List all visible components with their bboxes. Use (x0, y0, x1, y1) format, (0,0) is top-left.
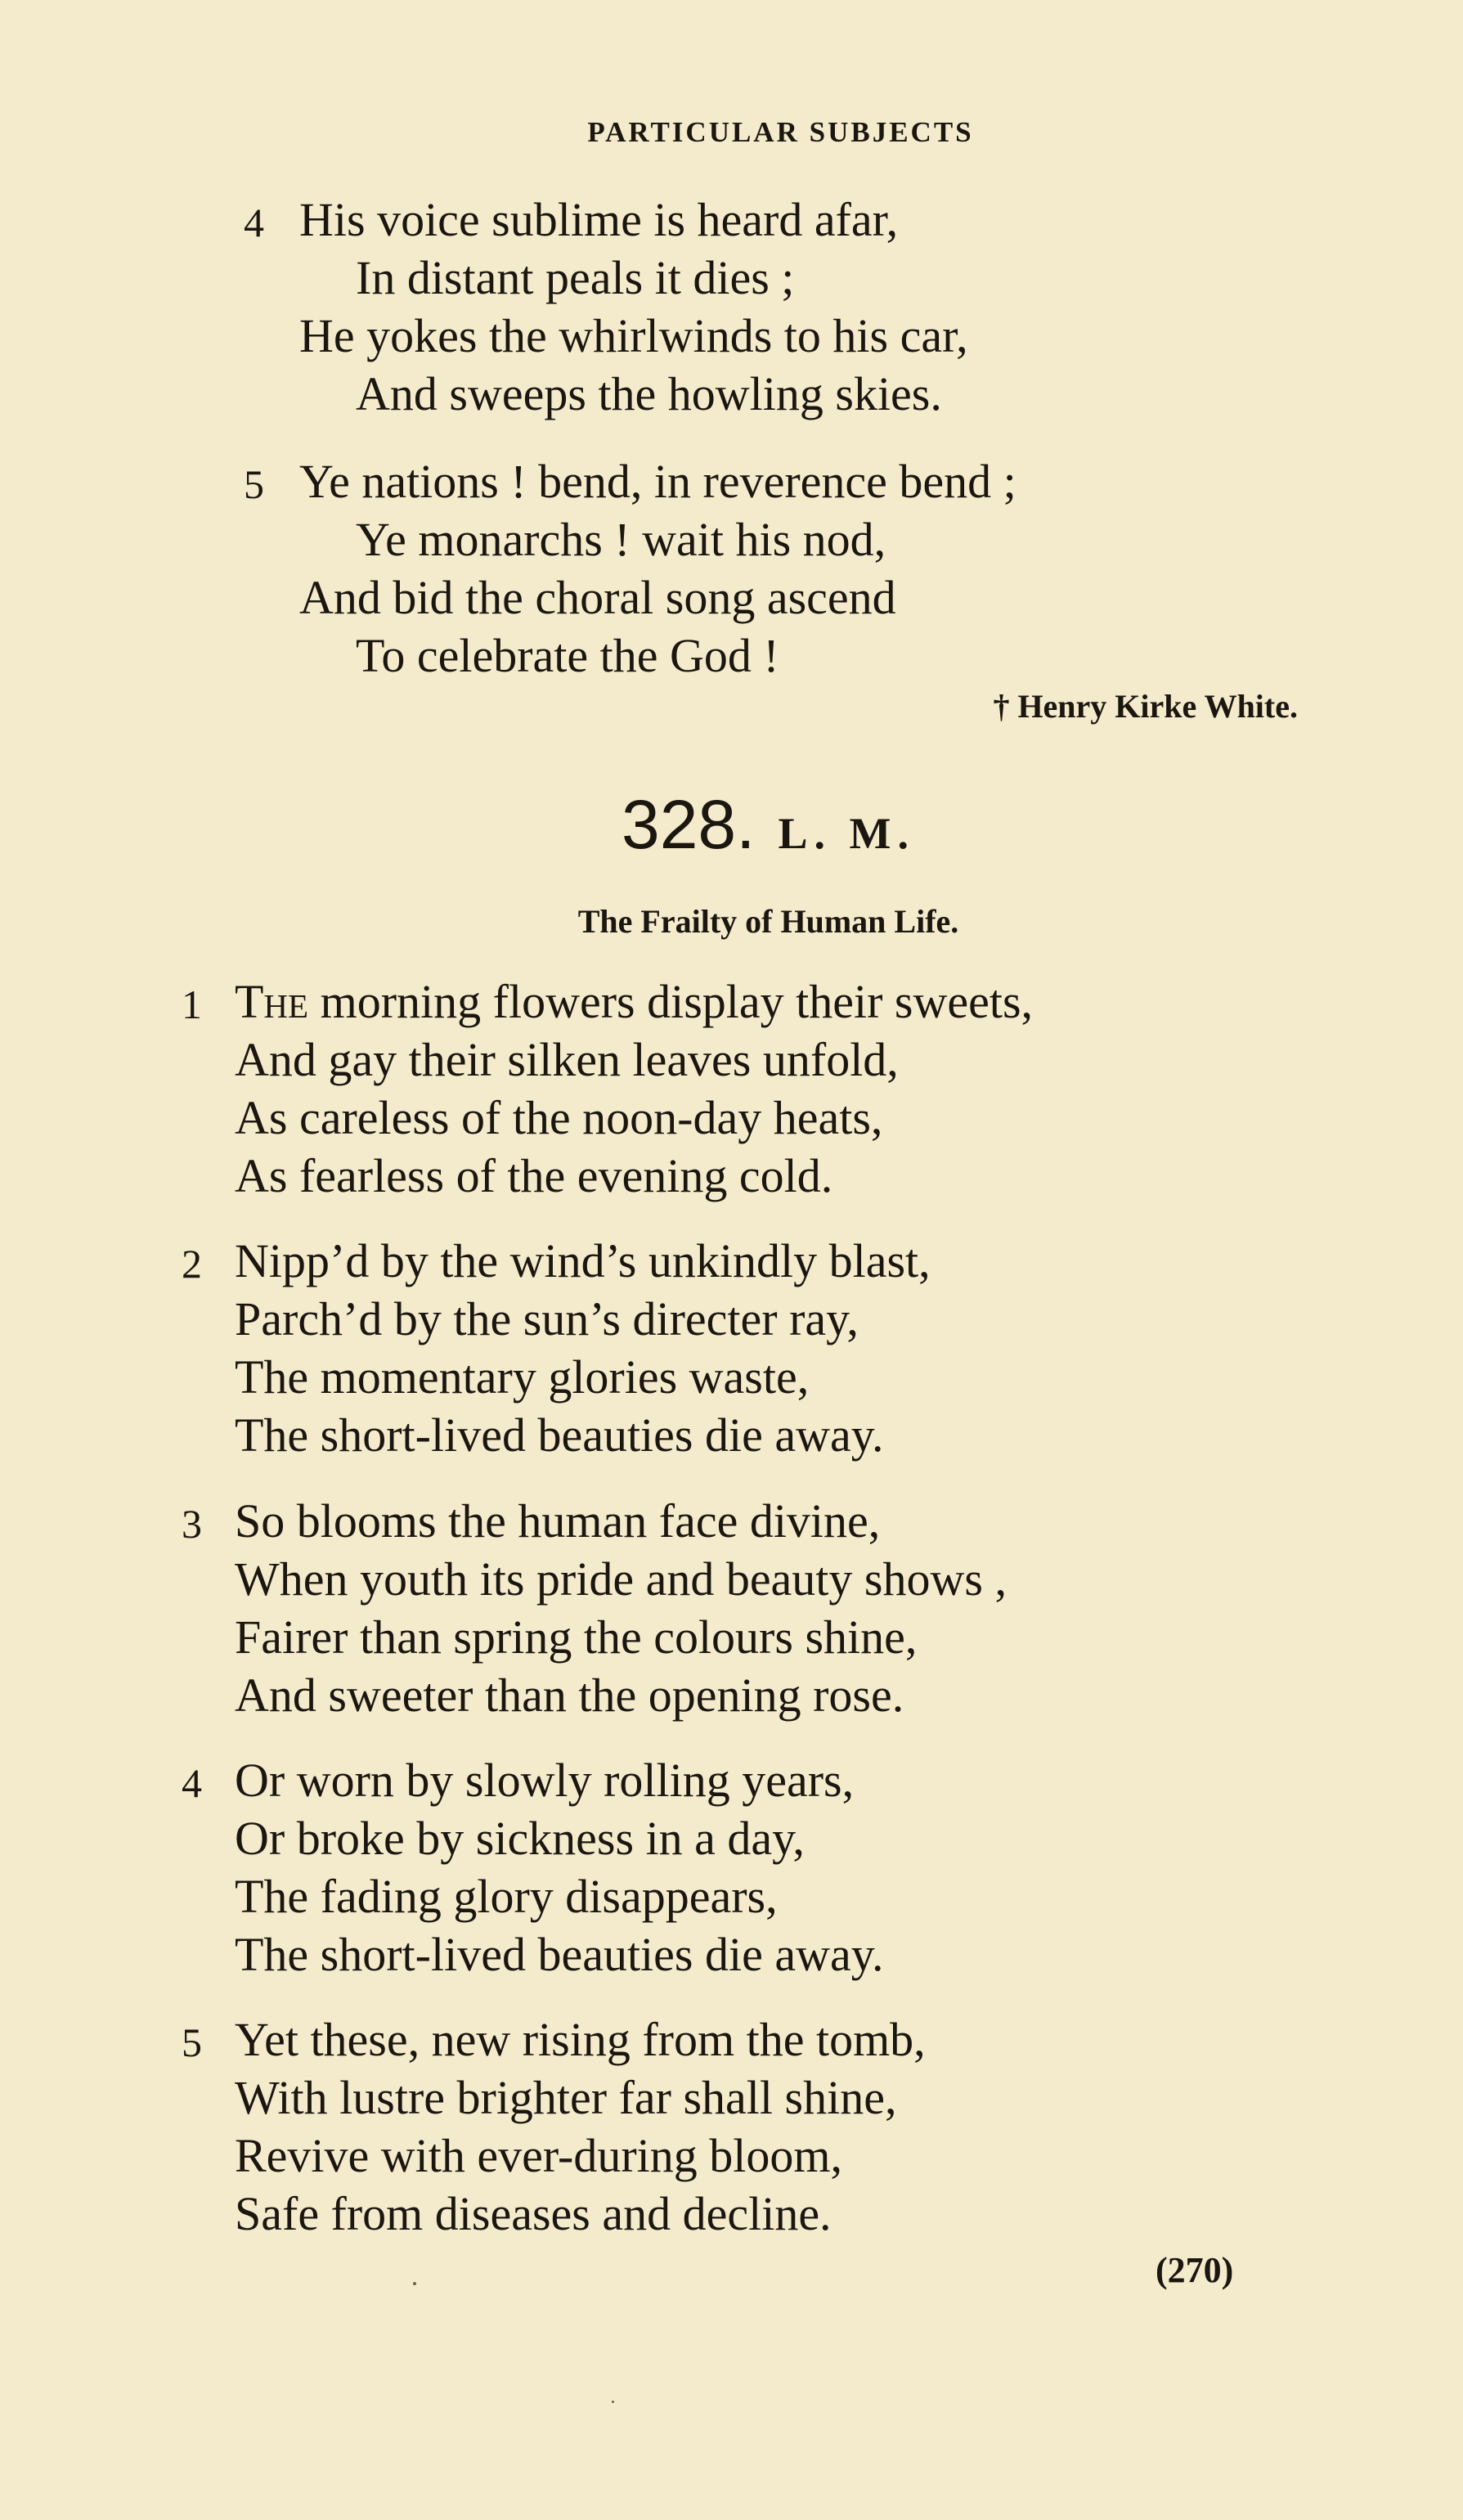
verse-line: The momentary glories waste, (235, 1350, 810, 1404)
verse-line: The short-lived beauties die away. (235, 1928, 884, 1981)
verse-line: The short-lived beauties die away. (235, 1408, 884, 1462)
first-line-rest: morning flowers display their sweets, (320, 975, 1034, 1028)
verse-line: To celebrate the God ! (356, 629, 779, 682)
verse-line: Ye monarchs ! wait his nod, (356, 513, 886, 566)
verse-number: 4 (244, 200, 264, 245)
verse-line: And gay their silken leaves unfold, (235, 1033, 899, 1086)
verse-line: Or broke by sickness in a day, (235, 1812, 805, 1865)
verse-line: Or worn by slowly rolling years, (235, 1754, 855, 1807)
verse-number: 5 (182, 2019, 202, 2065)
verse-number: 2 (182, 1241, 202, 1287)
paper-speck (413, 2282, 416, 2285)
verse-line: Ye nations ! bend, in reverence bend ; (299, 455, 1016, 508)
hymn-number: 328. (622, 786, 756, 863)
attribution: † Henry Kirke White. (993, 688, 1298, 725)
verse-line: Nipp’d by the wind’s unkindly blast, (235, 1234, 931, 1287)
verse-line: He yokes the whirlwinds to his car, (299, 309, 968, 362)
verse-number: 1 (182, 981, 202, 1027)
verse-line: As fearless of the evening cold. (235, 1149, 833, 1202)
verse-line: With lustre brighter far shall shine, (235, 2071, 897, 2124)
hymn-meter: L. M. (778, 809, 915, 858)
verse-line: And bid the choral song ascend (299, 571, 896, 624)
running-head: PARTICULAR SUBJECTS (587, 116, 974, 148)
verse-line: Safe from diseases and decline. (235, 2187, 832, 2240)
paper-speck (612, 2401, 614, 2403)
first-word: The (235, 975, 309, 1028)
verse-line (235, 975, 1034, 1028)
hymn-heading (0, 785, 1463, 865)
verse-line: Fairer than spring the colours shine, (235, 1610, 918, 1664)
page-number: (270) (1156, 2250, 1234, 2290)
hymn-title: The Frailty of Human Life. (577, 903, 959, 940)
verse-line: And sweeter than the opening rose. (235, 1669, 904, 1722)
verse-line: And sweeps the howling skies. (356, 367, 942, 420)
verse-line: As careless of the noon-day heats, (235, 1091, 883, 1144)
verse-line: Yet these, new rising from the tomb, (235, 2013, 926, 2066)
verse-number: 3 (182, 1501, 202, 1547)
verse-number: 4 (182, 1760, 202, 1806)
verse-number: 5 (244, 461, 264, 507)
verse-line: When youth its pride and beauty shows , (235, 1552, 1007, 1606)
verse-line: His voice sublime is heard afar, (299, 193, 899, 246)
verse-line: Revive with ever-during bloom, (235, 2129, 843, 2182)
verse-line: The fading glory disappears, (235, 1870, 778, 1923)
verse-line: In distant peals it dies ; (356, 251, 795, 304)
verse-line: Parch’d by the sun’s directer ray, (235, 1292, 859, 1345)
verse-line: So blooms the human face divine, (235, 1494, 881, 1547)
